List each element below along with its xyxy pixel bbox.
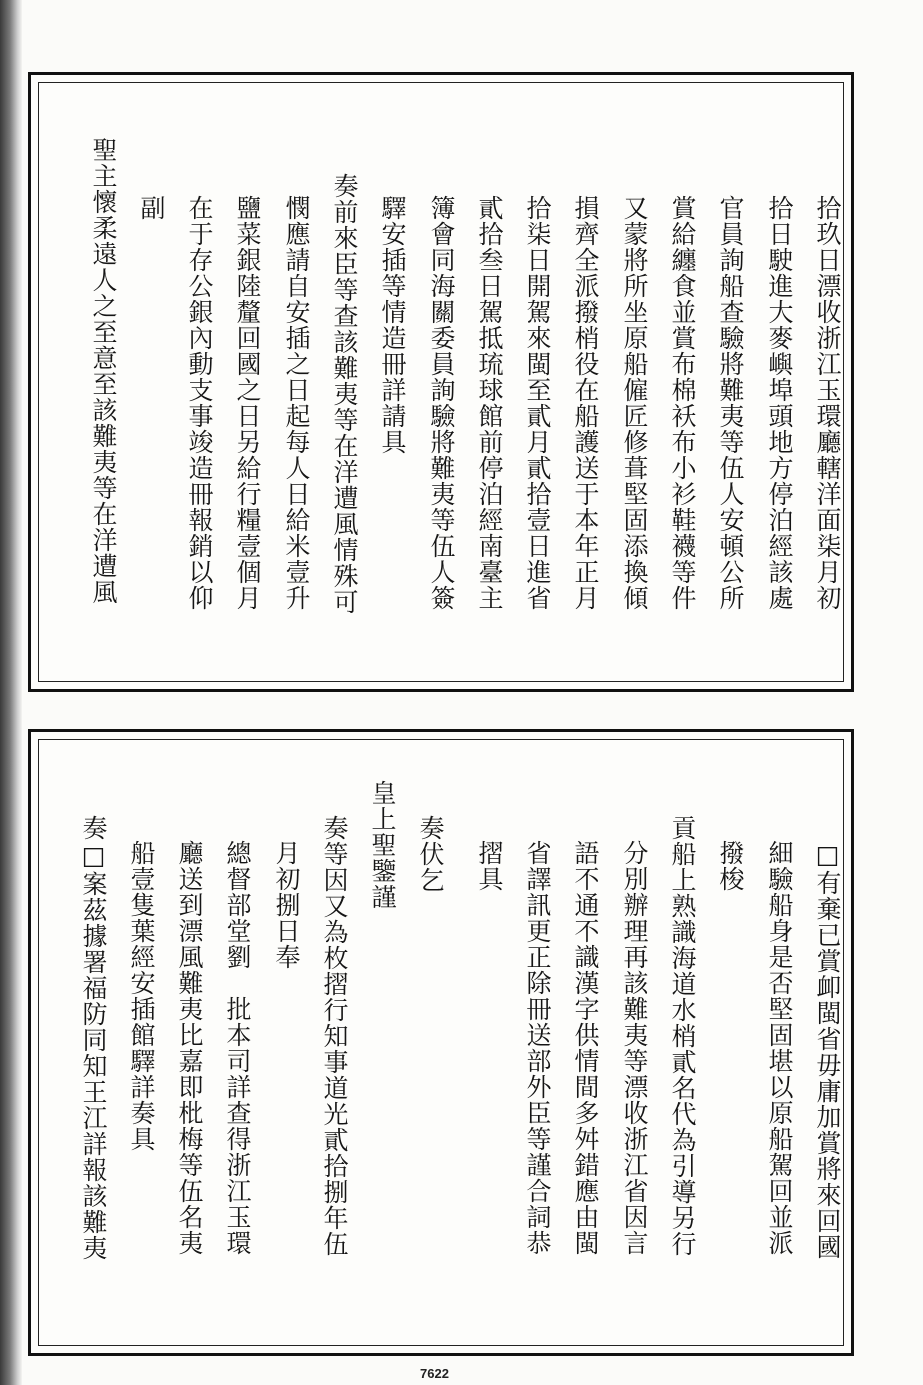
text-column: 簿會同海關委員詢驗將難夷等伍人簽 — [427, 195, 456, 611]
text-column: 省譯訊更正除冊送部外臣等謹合詞恭 — [523, 840, 552, 1256]
text-column: 損齊全派撥梢役在船護送于本年正月 — [571, 195, 600, 611]
text-column: 鹽菜銀陸釐回國之日另給行糧壹個月 — [233, 195, 262, 611]
text-column: 奏伏乞 — [416, 815, 445, 893]
book-binding-shadow — [0, 0, 22, 1385]
text-column: 細驗船身是否堅固堪以原船駕回並派 — [765, 840, 794, 1256]
text-column: 聖主懷柔遠人之至意至該難夷等在洋遭風 — [89, 137, 118, 605]
page-number: 7622 — [420, 1366, 449, 1381]
text-column: 摺具 — [475, 840, 504, 892]
text-column: 語不通不識漢字供情間多舛錯應由閩 — [571, 840, 600, 1256]
text-column: 總督部堂劉 批本司詳查得浙江玉環 — [223, 840, 252, 1256]
text-column: 奏前來臣等查該難夷等在洋遭風情殊可 — [330, 173, 359, 615]
text-column: 賞給纏食並賞布棉袄布小衫鞋襪等件 — [668, 195, 697, 611]
text-column: 奏□案茲據署福防同知王江詳報該難夷 — [79, 815, 108, 1261]
text-column: 貢船上熟識海道水梢貳名代為引導另行 — [668, 815, 697, 1257]
text-column: 奏等因又為枚摺行知事道光貳拾捌年伍 — [320, 815, 349, 1257]
text-column: 貳拾叁日駕抵琉球館前停泊經南臺主 — [475, 195, 504, 611]
bottom-panel-inner-border — [38, 739, 844, 1346]
text-column: 皇上聖鑒謹 — [368, 780, 397, 910]
text-column: 驛安插等情造冊詳請具 — [378, 195, 407, 455]
bottom-document-panel — [28, 729, 854, 1356]
text-column: 官員詢船查驗將難夷等伍人安頓公所 — [716, 195, 745, 611]
text-column: 分別辦理再該難夷等漂收浙江省因言 — [620, 840, 649, 1256]
top-document-panel — [28, 72, 854, 692]
text-column: 拾玖日漂收浙江玉環廳轄洋面柒月初 — [813, 195, 842, 611]
text-column: 憫應請自安插之日起每人日給米壹升 — [282, 195, 311, 611]
text-column: □有棄已賞卹閩省毋庸加賞將來回國 — [813, 840, 842, 1260]
text-column: 廳送到漂風難夷比嘉即枇梅等伍名夷 — [175, 840, 204, 1256]
text-column: 副 — [137, 195, 166, 221]
text-column: 又蒙將所坐原船僱匠修葺堅固添換傾 — [620, 195, 649, 611]
text-column: 月初捌日奉 — [272, 840, 301, 970]
text-column: 在于存公銀內動支事竣造冊報銷以仰 — [185, 195, 214, 611]
text-column: 撥梭 — [716, 840, 745, 892]
text-column: 拾柒日開駕來閩至貳月貳拾壹日進省 — [523, 195, 552, 611]
text-column: 拾日駛進大麥嶼埠頭地方停泊經該處 — [765, 195, 794, 611]
text-column: 船壹隻葉經安插館驛詳奏具 — [127, 840, 156, 1152]
top-panel-inner-border — [38, 82, 844, 682]
